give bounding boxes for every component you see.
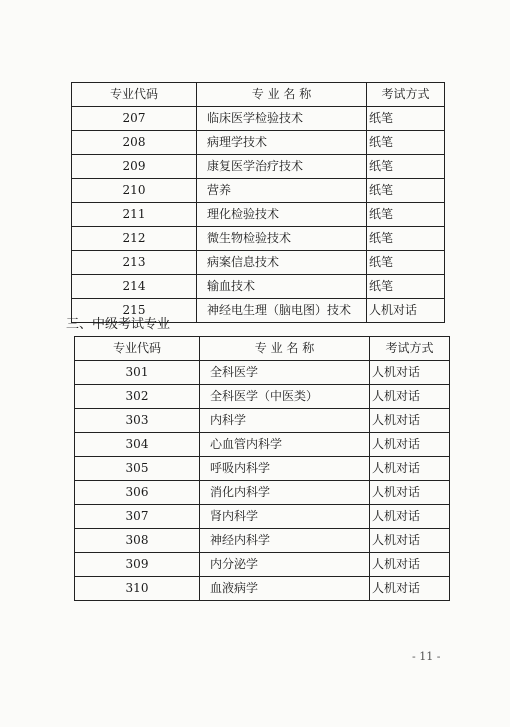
- table-row: [72, 227, 445, 251]
- table-row: [75, 361, 450, 385]
- intermediate-specialty-table: [74, 336, 450, 601]
- table-row: [75, 385, 450, 409]
- table-header-row: [72, 83, 445, 107]
- specialty-name-cell: 营养: [197, 179, 367, 203]
- specialty-name-cell: 输血技术: [197, 275, 367, 299]
- specialty-code-cell: 309: [75, 553, 200, 577]
- column-header-name: 专 业 名 称: [200, 337, 370, 361]
- column-header-code: 专业代码: [75, 337, 200, 361]
- table-row: [75, 409, 450, 433]
- specialty-code-cell: 303: [75, 409, 200, 433]
- specialty-code-cell: 307: [75, 505, 200, 529]
- exam-mode-cell: 人机对话: [370, 505, 450, 529]
- table-row: [75, 457, 450, 481]
- primary-specialty-table: [71, 82, 445, 323]
- table-row: [72, 275, 445, 299]
- column-header-exam-mode: 考试方式: [370, 337, 450, 361]
- specialty-code-cell: 308: [75, 529, 200, 553]
- specialty-name-cell: 病理学技术: [197, 131, 367, 155]
- table-row: [72, 179, 445, 203]
- table-row: [75, 553, 450, 577]
- specialty-code-cell: 215: [72, 299, 197, 323]
- exam-mode-cell: 纸笔: [367, 179, 445, 203]
- exam-mode-cell: 人机对话: [370, 433, 450, 457]
- specialty-name-cell: 心血管内科学: [200, 433, 370, 457]
- specialty-name-cell: 病案信息技术: [197, 251, 367, 275]
- column-header-name: 专 业 名 称: [197, 83, 367, 107]
- exam-mode-cell: 人机对话: [370, 577, 450, 601]
- table-row: [72, 155, 445, 179]
- table-row: [75, 433, 450, 457]
- exam-mode-cell: 人机对话: [370, 409, 450, 433]
- specialty-name-cell: 微生物检验技术: [197, 227, 367, 251]
- specialty-code-cell: 211: [72, 203, 197, 227]
- specialty-name-cell: 内科学: [200, 409, 370, 433]
- specialty-code-cell: 209: [72, 155, 197, 179]
- table-row: [75, 577, 450, 601]
- specialty-code-cell: 305: [75, 457, 200, 481]
- specialty-code-cell: 301: [75, 361, 200, 385]
- specialty-code-cell: 304: [75, 433, 200, 457]
- specialty-name-cell: 消化内科学: [200, 481, 370, 505]
- exam-mode-cell: 人机对话: [367, 299, 445, 323]
- specialty-name-cell: 神经内科学: [200, 529, 370, 553]
- column-header-code: 专业代码: [72, 83, 197, 107]
- specialty-code-cell: 213: [72, 251, 197, 275]
- specialty-name-cell: 血液病学: [200, 577, 370, 601]
- specialty-code-cell: 212: [72, 227, 197, 251]
- specialty-name-cell: 呼吸内科学: [200, 457, 370, 481]
- section-title: 三、中级考试专业: [66, 317, 171, 332]
- specialty-name-cell: 全科医学（中医类）: [200, 385, 370, 409]
- exam-mode-cell: 人机对话: [370, 385, 450, 409]
- specialty-name-cell: 临床医学检验技术: [197, 107, 367, 131]
- table-row: [75, 529, 450, 553]
- exam-mode-cell: 纸笔: [367, 251, 445, 275]
- specialty-name-cell: 肾内科学: [200, 505, 370, 529]
- specialty-code-cell: 207: [72, 107, 197, 131]
- specialty-name-cell: 理化检验技术: [197, 203, 367, 227]
- exam-mode-cell: 纸笔: [367, 155, 445, 179]
- specialty-name-cell: 神经电生理（脑电图）技术: [197, 299, 367, 323]
- exam-mode-cell: 纸笔: [367, 131, 445, 155]
- exam-mode-cell: 人机对话: [370, 553, 450, 577]
- specialty-code-cell: 306: [75, 481, 200, 505]
- table-row: [72, 203, 445, 227]
- table-row: [75, 481, 450, 505]
- table-row: [72, 107, 445, 131]
- column-header-exam-mode: 考试方式: [367, 83, 445, 107]
- exam-mode-cell: 人机对话: [370, 361, 450, 385]
- exam-mode-cell: 人机对话: [370, 529, 450, 553]
- page-number: - 11 -: [412, 650, 441, 663]
- exam-mode-cell: 纸笔: [367, 107, 445, 131]
- specialty-code-cell: 210: [72, 179, 197, 203]
- exam-mode-cell: 人机对话: [370, 457, 450, 481]
- exam-mode-cell: 纸笔: [367, 275, 445, 299]
- specialty-name-cell: 康复医学治疗技术: [197, 155, 367, 179]
- exam-mode-cell: 人机对话: [370, 481, 450, 505]
- table-row: [72, 251, 445, 275]
- table-row: [75, 505, 450, 529]
- exam-mode-cell: 纸笔: [367, 203, 445, 227]
- specialty-code-cell: 214: [72, 275, 197, 299]
- specialty-code-cell: 208: [72, 131, 197, 155]
- table-header-row: [75, 337, 450, 361]
- specialty-code-cell: 310: [75, 577, 200, 601]
- specialty-name-cell: 全科医学: [200, 361, 370, 385]
- exam-mode-cell: 纸笔: [367, 227, 445, 251]
- specialty-code-cell: 302: [75, 385, 200, 409]
- table-row: [72, 131, 445, 155]
- specialty-name-cell: 内分泌学: [200, 553, 370, 577]
